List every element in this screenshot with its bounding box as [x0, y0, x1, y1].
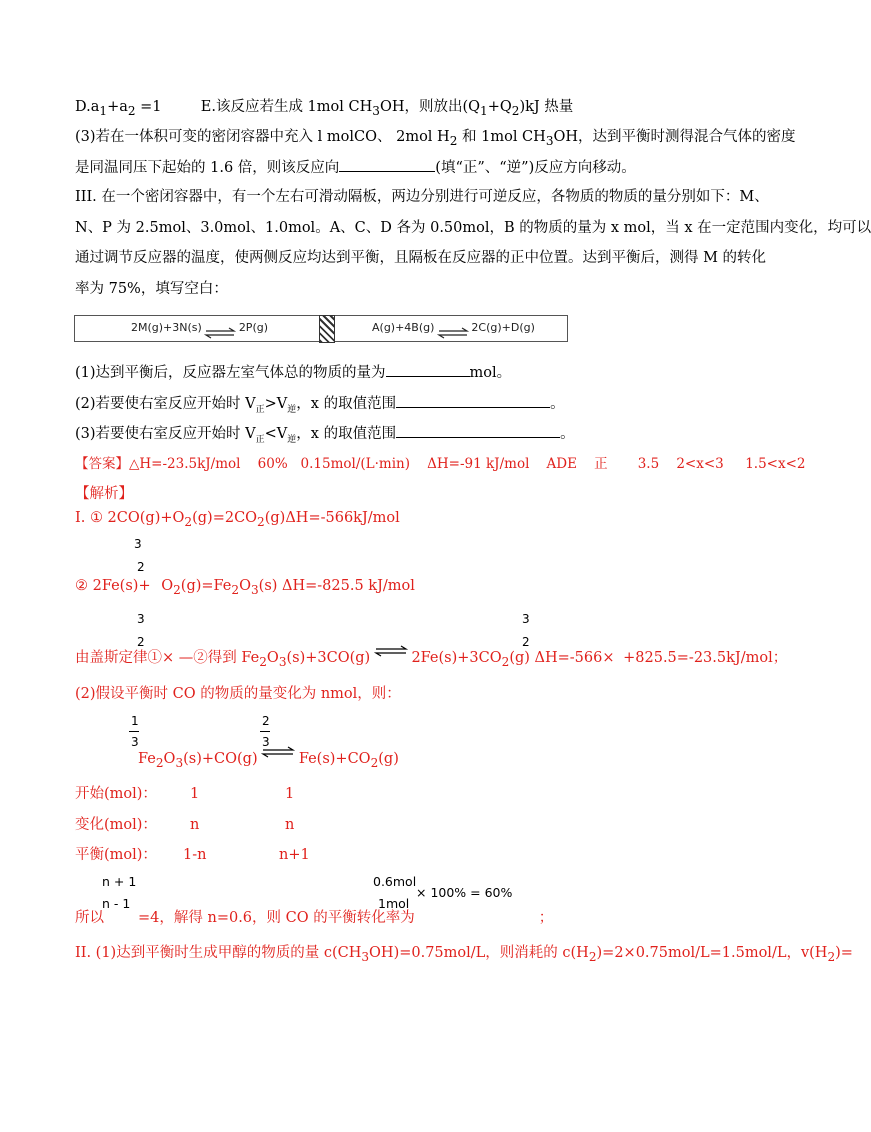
sub: 3 [278, 654, 287, 669]
text: +825.5=-23.5kJ/mol； [623, 650, 788, 666]
fraction-numerator: 1 [131, 714, 139, 728]
text: 。 [560, 426, 575, 442]
products: 2P(g) [238, 321, 269, 334]
sub: 2 [588, 949, 597, 964]
sub: 2 [257, 514, 265, 529]
sub: 2 [231, 582, 240, 597]
section-iii-line-1: III. 在一个密闭容器中，有一个左右可滑动隔板，两边分别进行可逆反应，各物质的物质的量分别如下：M、 [75, 189, 769, 205]
text: (2)若要使右室反应开始时 V [75, 396, 256, 412]
text: )=2×0.75mol/L=1.5mol/L，v(H [596, 945, 828, 961]
sub: 2 [155, 755, 164, 770]
text: +Q [487, 99, 512, 115]
text: Fe(s)+CO [298, 751, 371, 767]
row-value: n [190, 817, 200, 833]
equation-2 [75, 576, 415, 600]
sub: 正 [255, 434, 265, 445]
text: (s)+3CO(g) [286, 650, 371, 666]
sub: 2 [370, 755, 379, 770]
text: (g)ΔH=-566kJ/mol [264, 510, 400, 526]
section-ii-line [75, 943, 853, 967]
text: =4，解得 n=0.6，则 CO 的平衡转化率为 [138, 910, 415, 926]
option-d-e-line [75, 97, 573, 121]
row-change [75, 815, 157, 835]
equilibrium-arrow-icon [262, 743, 294, 755]
sub-question-2 [75, 393, 565, 420]
fraction-denominator: 1mol [378, 896, 410, 911]
text: )= [835, 945, 853, 961]
text: 2Fe(s)+3CO [411, 650, 502, 666]
text: O [161, 578, 174, 594]
text: (g) [378, 751, 399, 767]
text: ； [538, 910, 554, 926]
text: (3)若要使右室反应开始时 V [75, 426, 256, 442]
answer-blank[interactable] [396, 393, 550, 408]
text: mol。 [469, 365, 512, 381]
equilibrium-arrow-icon [205, 323, 235, 333]
answer-blank[interactable] [386, 362, 470, 377]
answer-blank[interactable] [396, 423, 560, 438]
text: —②得到 Fe [178, 650, 260, 666]
text: (s)+CO(g) [183, 751, 258, 767]
fraction-numerator: 2 [262, 714, 270, 728]
reactants: 2M(g)+3N(s) [131, 321, 202, 334]
sub: 2 [184, 514, 193, 529]
fraction-numerator: 0.6mol [373, 874, 417, 889]
part-2-intro: (2)假设平衡时 CO 的物质的量变化为 nmol，则： [75, 686, 401, 702]
sub: 1 [480, 103, 488, 118]
fraction-numerator: 3 [134, 537, 142, 551]
text: (s) ΔH=-825.5 kJ/mol [258, 578, 415, 594]
option-d: D.a [75, 99, 100, 115]
conversion-line [75, 908, 553, 928]
hess-law-line [75, 648, 787, 672]
sub: 1 [99, 103, 108, 118]
fraction-bar [260, 731, 270, 732]
text: ② 2Fe(s)+ [75, 578, 156, 594]
sub: 逆 [287, 404, 297, 415]
sub-question-1 [75, 362, 511, 383]
percent-expression: × 100% = 60% [416, 885, 513, 900]
text: ，x 的取值范围 [296, 426, 397, 442]
sub: 逆 [287, 434, 297, 445]
question-3-line-2 [75, 157, 636, 178]
equilibrium-arrow-icon [438, 323, 468, 333]
text: OH，达到平衡时测得混合气体的密度 [553, 129, 796, 145]
text: (g)=2CO [192, 510, 258, 526]
fraction-denominator: 2 [137, 560, 145, 574]
sub-question-3 [75, 423, 575, 450]
products: 2C(g)+D(g) [471, 321, 535, 334]
sub: 3 [372, 103, 380, 118]
sub: 3 [175, 755, 184, 770]
fraction-numerator: n + 1 [102, 874, 137, 889]
row-value: 1 [190, 786, 200, 802]
row-value: n [285, 817, 295, 833]
sliding-partition [319, 315, 335, 343]
fraction-denominator: 3 [262, 735, 270, 749]
fraction-denominator: 2 [522, 635, 530, 649]
text: (1)达到平衡后，反应器左室气体总的物质的量为 [75, 365, 386, 381]
text: <V [264, 426, 288, 442]
equilibrium-arrow-icon [375, 642, 407, 654]
text: OH，则放出(Q [379, 99, 481, 115]
equation-1 [75, 508, 400, 532]
sub: 3 [250, 582, 259, 597]
left-reaction [131, 316, 268, 341]
text: II. (1)达到平衡时生成甲醇的物质的量 c(CH [75, 945, 362, 961]
text: =1 [135, 99, 162, 115]
reactants: A(g)+4B(g) [372, 321, 435, 334]
text: OH)=0.75mol/L，则消耗的 c(H [369, 945, 589, 961]
row-value: n+1 [279, 847, 310, 863]
sub: 2 [501, 654, 510, 669]
text: )kJ 热量 [519, 99, 574, 115]
fraction-denominator: 2 [137, 635, 145, 649]
section-iii-line-4: 率为 75%，填写空白： [75, 281, 228, 297]
option-e: E.该反应若生成 1mol CH [200, 99, 373, 115]
text: (g) ΔH=-566× [509, 650, 620, 666]
text: Fe [138, 751, 156, 767]
answer-blank[interactable] [339, 157, 435, 172]
question-3-line-1 [75, 127, 796, 151]
sub: 2 [827, 949, 836, 964]
text: (g)=Fe [180, 578, 232, 594]
analysis-heading: 【解析】 [75, 486, 133, 502]
section-iii-line-3: 通过调节反应器的温度，使两侧反应均达到平衡，且隔板在反应器的正中位置。达到平衡后，测得 M 的转化 [75, 250, 767, 266]
sub: 正 [255, 404, 265, 415]
sub: 2 [259, 654, 267, 669]
text: +a [107, 99, 128, 115]
row-value: 1 [285, 786, 295, 802]
sub: 2 [449, 133, 458, 148]
sub: 3 [545, 133, 554, 148]
text: I. ① 2CO(g)+O [75, 510, 185, 526]
fraction-bar [129, 731, 139, 732]
row-label: 变化(mol)： [75, 817, 157, 833]
sub: 2 [127, 103, 136, 118]
answer-line: 【答案】△H=-23.5kJ/mol 60% 0.15mol/(L·min) ΔH=-91 kJ/mol ADE 正 3.5 2<x<3 1.5<x<2 [75, 456, 806, 472]
sub: 2 [511, 103, 520, 118]
text: (填“正”、“逆”)反应方向移动。 [435, 160, 636, 176]
text: O [163, 751, 176, 767]
text: O [266, 650, 279, 666]
reaction-equation [138, 749, 399, 773]
text: ，x 的取值范围 [296, 396, 397, 412]
text: 是同温同压下起始的 1.6 倍，则该反应向 [75, 160, 340, 176]
fraction-denominator: 3 [131, 735, 139, 749]
text: 和 1mol CH [457, 129, 546, 145]
text: 由盖斯定律①× [75, 650, 179, 666]
fraction-numerator: 3 [137, 612, 145, 626]
row-label: 开始(mol)： [75, 786, 157, 802]
text: 。 [550, 396, 565, 412]
row-value: 1-n [183, 847, 207, 863]
sub: 2 [173, 582, 181, 597]
fraction-denominator: n - 1 [102, 896, 131, 911]
row-label: 平衡(mol)： [75, 847, 157, 863]
sub: 3 [361, 949, 370, 964]
text: (3)若在一体积可变的密闭容器中充入 l molCO、 2mol H [75, 129, 450, 145]
fraction-numerator: 3 [522, 612, 530, 626]
section-iii-line-2: N、P 为 2.5mol、3.0mol、1.0mol。A、C、D 各为 0.50mol，B 的物质的量为 x mol，当 x 在一定范围内变化，均可以 [75, 220, 871, 236]
row-equilibrium [75, 845, 157, 865]
right-reaction [372, 316, 535, 341]
text: O [239, 578, 251, 594]
text: >V [264, 396, 288, 412]
row-start [75, 784, 157, 804]
text: 所以 [75, 910, 104, 926]
reactor-diagram [74, 315, 568, 342]
